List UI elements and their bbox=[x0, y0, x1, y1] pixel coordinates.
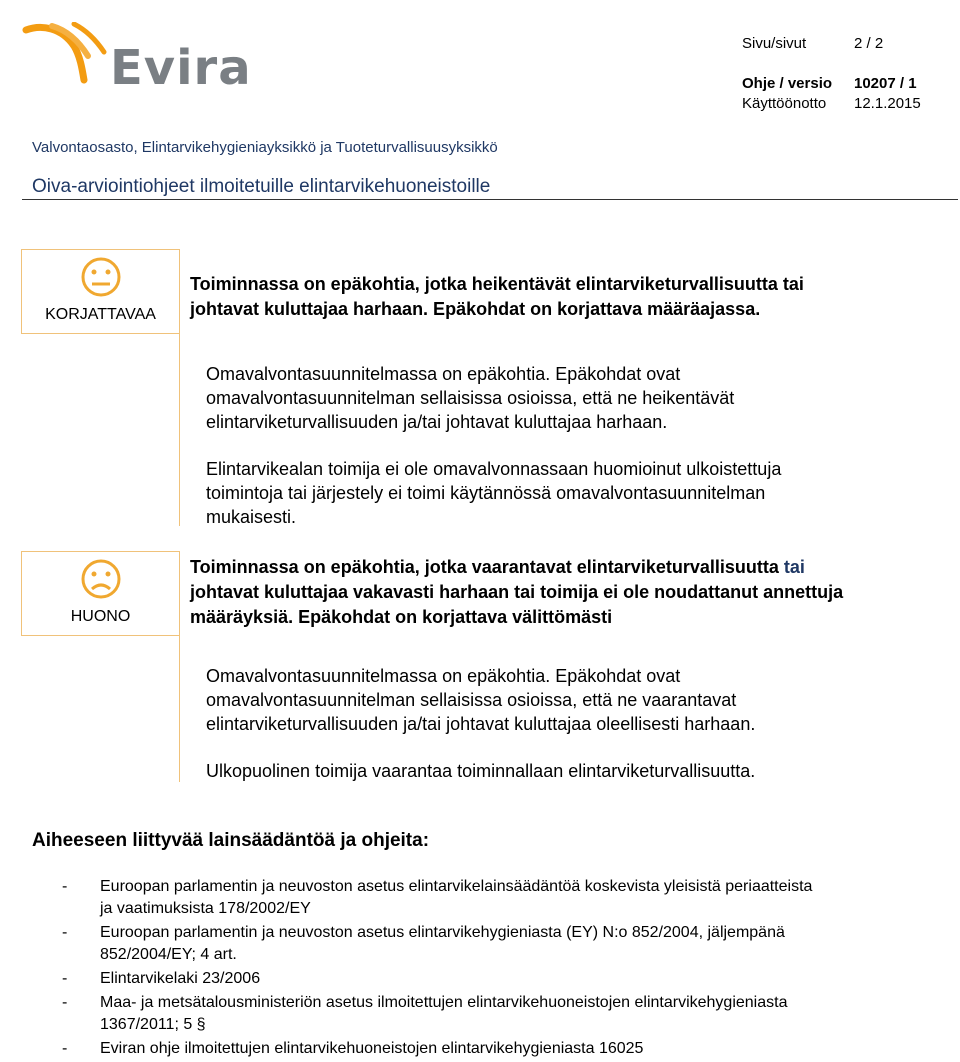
paragraph-line: Ulkopuolinen toimija vaarantaa toiminnallaan elintarviketurvallisuutta. bbox=[206, 761, 756, 781]
paragraph-line: mukaisesti. bbox=[206, 507, 297, 527]
rating-box-huono bbox=[21, 551, 180, 636]
list-item bbox=[62, 1038, 942, 1060]
lead-line-highlight: tai bbox=[783, 557, 805, 577]
list-item bbox=[62, 922, 942, 966]
legislation-heading: Aiheeseen liittyvää lainsäädäntöä ja ohjeita: bbox=[32, 830, 430, 851]
logo-wordmark: Evira bbox=[110, 40, 252, 96]
legislation-list bbox=[62, 876, 942, 1062]
paragraph-line: Omavalvontasuunnitelmassa on epäkohtia. Epäkohdat ovat bbox=[206, 364, 681, 384]
list-item-line: Maa- ja metsätalousministeriön asetus ilmoitettujen elintarvikehuoneistojen elintarvikehygieniasta bbox=[100, 994, 788, 1011]
lead-line: määräyksiä. Epäkohdat on korjattava välittömästi bbox=[190, 607, 613, 627]
neutral-face-icon bbox=[80, 256, 122, 298]
version-label: Ohje / versio bbox=[742, 75, 833, 92]
paragraph-line: omavalvontasuunnitelman sellaisissa osioissa, että ne heikentävät bbox=[206, 388, 735, 408]
lead-line bbox=[190, 555, 952, 580]
paragraph-line: elintarviketurvallisuuden ja/tai johtavat kuluttajaa harhaan. bbox=[206, 412, 668, 432]
rating-lead bbox=[190, 555, 952, 630]
document-title: Oiva-arviointiohjeet ilmoitetuille elintarvikehuoneistoille bbox=[32, 176, 491, 197]
page-value: 2 / 2 bbox=[854, 35, 884, 52]
list-item-line: Euroopan parlamentin ja neuvoston asetus elintarvikehygieniasta (EY) N:o 852/2004, jäljempänä bbox=[100, 924, 785, 941]
rating-divider bbox=[179, 334, 180, 526]
list-item bbox=[62, 968, 942, 990]
list-dash: - bbox=[62, 878, 68, 895]
rating-paragraph bbox=[206, 362, 946, 434]
sad-face-icon bbox=[80, 558, 122, 600]
paragraph-line: elintarviketurvallisuuden ja/tai johtavat kuluttajaa oleellisesti harhaan. bbox=[206, 714, 756, 734]
paragraph-line: toimintoja tai järjestely ei toimi käytännössä omavalvontasuunnitelman bbox=[206, 483, 766, 503]
list-dash: - bbox=[62, 1040, 68, 1057]
rating-box-korjattavaa bbox=[21, 249, 180, 334]
list-item-line: Eviran ohje ilmoitettujen elintarvikehuoneistojen elintarvikehygieniasta 16025 bbox=[100, 1040, 644, 1057]
rating-paragraph bbox=[206, 759, 946, 783]
rating-divider bbox=[179, 636, 180, 782]
list-item bbox=[62, 992, 942, 1036]
document-meta bbox=[742, 34, 942, 114]
lead-line-part: Toiminnassa on epäkohtia, jotka vaarantavat elintarviketurvallisuutta bbox=[190, 557, 779, 577]
rating-label: HUONO bbox=[70, 608, 131, 625]
paragraph-line: Omavalvontasuunnitelmassa on epäkohtia. Epäkohdat ovat bbox=[206, 666, 681, 686]
list-item-line: Elintarvikelaki 23/2006 bbox=[100, 970, 261, 987]
list-item-line: 852/2004/EY; 4 art. bbox=[100, 946, 237, 963]
list-dash: - bbox=[62, 970, 68, 987]
list-item-line: Euroopan parlamentin ja neuvoston asetus elintarvikelainsäädäntöä koskevista yleisistä periaatteista bbox=[100, 878, 813, 895]
rating-label: KORJATTAVAA bbox=[45, 306, 156, 323]
list-item-line: ja vaatimuksista 178/2002/EY bbox=[100, 900, 311, 917]
version-value: 10207 / 1 bbox=[854, 75, 917, 92]
evira-logo-mark bbox=[22, 22, 122, 102]
list-dash: - bbox=[62, 994, 68, 1011]
adoption-value: 12.1.2015 bbox=[854, 95, 921, 112]
department: Valvontaosasto, Elintarvikehygieniayksikkö ja Tuoteturvallisuusyksikkö bbox=[32, 139, 498, 156]
list-item-line: 1367/2011; 5 § bbox=[100, 1016, 206, 1033]
paragraph-line: Elintarvikealan toimija ei ole omavalvonnassaan huomioinut ulkoistettuja bbox=[206, 459, 782, 479]
rating-paragraph bbox=[206, 664, 946, 736]
page-label: Sivu/sivut bbox=[742, 35, 807, 52]
rating-lead bbox=[190, 272, 950, 322]
list-dash: - bbox=[62, 924, 68, 941]
lead-line: johtavat kuluttajaa harhaan. Epäkohdat on korjattava määräajassa. bbox=[190, 299, 761, 319]
rating-paragraph bbox=[206, 457, 946, 529]
lead-line: Toiminnassa on epäkohtia, jotka heikentävät elintarviketurvallisuutta tai bbox=[190, 274, 804, 294]
lead-line: johtavat kuluttajaa vakavasti harhaan tai toimija ei ole noudattanut annettuja bbox=[190, 582, 844, 602]
list-item bbox=[62, 876, 942, 920]
paragraph-line: omavalvontasuunnitelman sellaisissa osioissa, että ne vaarantavat bbox=[206, 690, 737, 710]
header-divider bbox=[22, 199, 958, 200]
adoption-label: Käyttöönotto bbox=[742, 95, 827, 112]
